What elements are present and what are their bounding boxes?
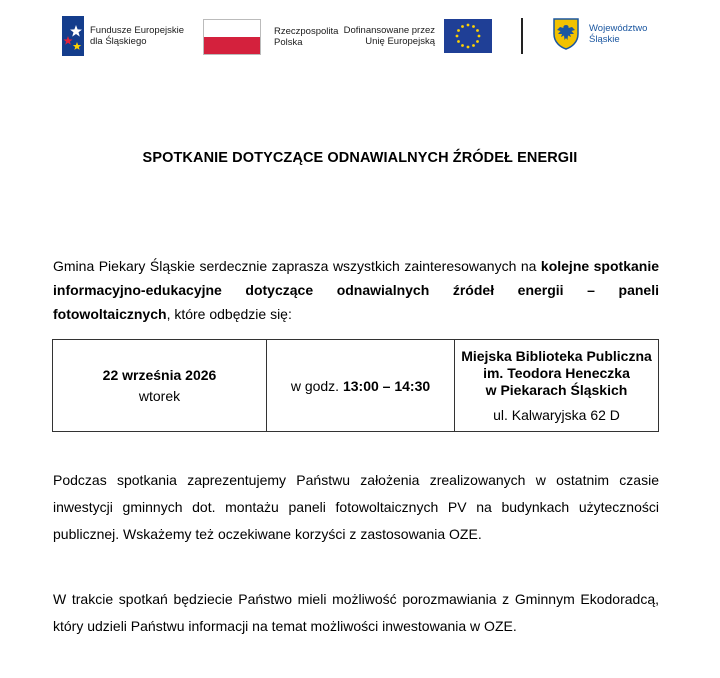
intro-bold-text: kolejne spotkanie informacyjno-edukacyjne dotyczące odnawialnych źródeł energii – paneli fotowoltaicznych bbox=[53, 258, 659, 322]
fe-logo-line-1: Fundusze Europejskie bbox=[90, 25, 184, 36]
event-place-cell bbox=[455, 340, 659, 432]
event-date: 22 września 2026 bbox=[102, 366, 217, 383]
logo-rzeczpospolita-polska bbox=[203, 19, 354, 55]
polish-flag-icon bbox=[203, 19, 261, 55]
event-place-line-3: w Piekarach Śląskich bbox=[485, 381, 628, 398]
event-row bbox=[53, 340, 659, 432]
event-details-table bbox=[52, 339, 659, 432]
rp-logo-line-2: Polska bbox=[274, 37, 303, 48]
fe-logo-line-2: dla Śląskiego bbox=[90, 36, 147, 47]
event-weekday: wtorek bbox=[138, 387, 181, 404]
event-address: ul. Kalwaryjska 62 D bbox=[493, 406, 620, 423]
event-date-cell bbox=[53, 340, 267, 432]
intro-text-2: , które odbędzie się: bbox=[166, 306, 292, 322]
eu-flag-icon bbox=[444, 19, 492, 53]
intro-text-1: Gmina Piekary Śląskie serdecznie zaprasza wszystkich zainteresowanych na bbox=[53, 258, 541, 274]
document-title: SPOTKANIE DOTYCZĄCE ODNAWIALNYCH ŹRÓDEŁ ENERGII bbox=[142, 150, 578, 166]
logo-wojewodztwo-slaskie bbox=[553, 18, 659, 50]
logo-fundusze-europejskie bbox=[62, 16, 200, 56]
paragraph-ekodoradca: W trakcie spotkań będziecie Państwo mieli możliwość porozmawiania z Gminnym Ekodoradcą, który udzieli Państwu informacji na temat możliwości inwestowania w OZE. bbox=[53, 591, 659, 634]
event-time-cell bbox=[267, 340, 455, 432]
event-place-line-1: Miejska Biblioteka Publiczna bbox=[461, 347, 652, 364]
event-time-prefix: w godz. bbox=[290, 377, 343, 394]
fe-emblem-icon bbox=[62, 16, 84, 56]
ws-logo-line-2: Śląskie bbox=[589, 34, 620, 45]
logo-dofinansowane-ue bbox=[342, 19, 492, 53]
ws-logo-line-1: Województwo bbox=[589, 23, 648, 34]
rp-logo-line-1: Rzeczpospolita bbox=[274, 26, 339, 37]
eu-logo-line-2: Unię Europejską bbox=[365, 36, 435, 47]
logo-bar bbox=[0, 0, 720, 80]
intro-paragraph bbox=[53, 254, 659, 326]
logo-divider bbox=[521, 18, 523, 54]
eu-logo-line-1: Dofinansowane przez bbox=[343, 25, 435, 36]
silesian-eagle-shield-icon bbox=[553, 18, 579, 50]
event-time: 13:00 – 14:30 bbox=[342, 377, 431, 394]
event-place-line-2: im. Teodora Heneczka bbox=[483, 364, 630, 381]
paragraph-presentation: Podczas spotkania zaprezentujemy Państwu założenia zrealizowanych w ostatnim czasie inwestycji gminnych dot. montażu paneli fotowoltaicznych PV na budynkach użyteczności publicznej. Wskażemy też oczekiwane korzyści z zastosowania OZE. bbox=[53, 472, 659, 542]
